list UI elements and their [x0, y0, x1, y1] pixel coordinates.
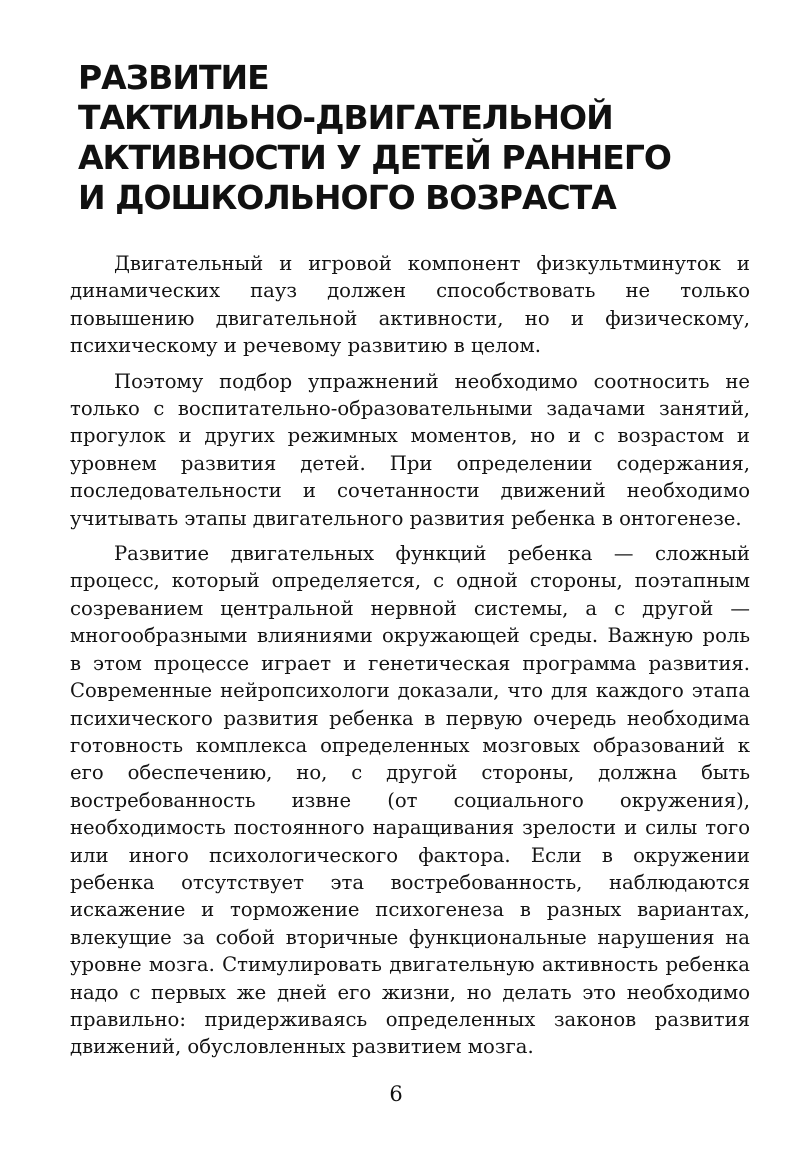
chapter-title-line: ТАКТИЛЬНО-ДВИГАТЕЛЬНОЙ — [78, 98, 613, 137]
chapter-title-line: РАЗВИТИЕ — [78, 58, 269, 97]
chapter-title — [78, 58, 718, 218]
paragraph: Развитие двигательных функций ребенка — сложный процесс, который определяется, с одной стороны, поэтапным созреванием центральной нервной системы, а с другой — многообразными влияниями окружающей среды. Важную роль в этом процессе играет и генетическая программа развития. Современные нейропсихологи доказали, что для каждого этапа психического развития ребенка в первую очередь необходима готовность комплекса определенных мозговых образований к его обеспечению, но, с другой стороны, должна быть востребованность извне (от социального окружения), необходимость постоянного наращивания зрелости и силы того или иного психологического фактора. Если в окружении ребенка отсутствует эта востребованность, наблюдаются искажение и торможение психогенеза в разных вариантах, влекущие за собой вторичные функциональные нарушения на уровне мозга. Стимулировать двигательную активность ребенка надо с первых же дней его жизни, но делать это необходимо правильно: придерживаясь определенных законов развития движений, обусловленных развитием мозга. — [70, 542, 750, 1059]
body-text — [70, 250, 750, 1069]
paragraph: Поэтому подбор упражнений необходимо соотносить не только с воспитательно-образовательными задачами занятий, прогулок и других режимных моментов, но и с возрастом и уровнем развития детей. При определении содержания, последовательности и сочетанности движений необходимо учитывать этапы двигательного развития ребенка в онтогенезе. — [70, 369, 750, 530]
chapter-title-line: АКТИВНОСТИ У ДЕТЕЙ РАННЕГО — [78, 138, 671, 177]
paragraph: Двигательный и игровой компонент физкультминуток и динамических пауз должен способствовать не только повышению двигательной активности, но и физическому, психическому и речевому развитию в целом. — [70, 252, 750, 358]
chapter-title-line: И ДОШКОЛЬНОГО ВОЗРАСТА — [78, 178, 616, 217]
page-number: 6 — [389, 1082, 403, 1106]
